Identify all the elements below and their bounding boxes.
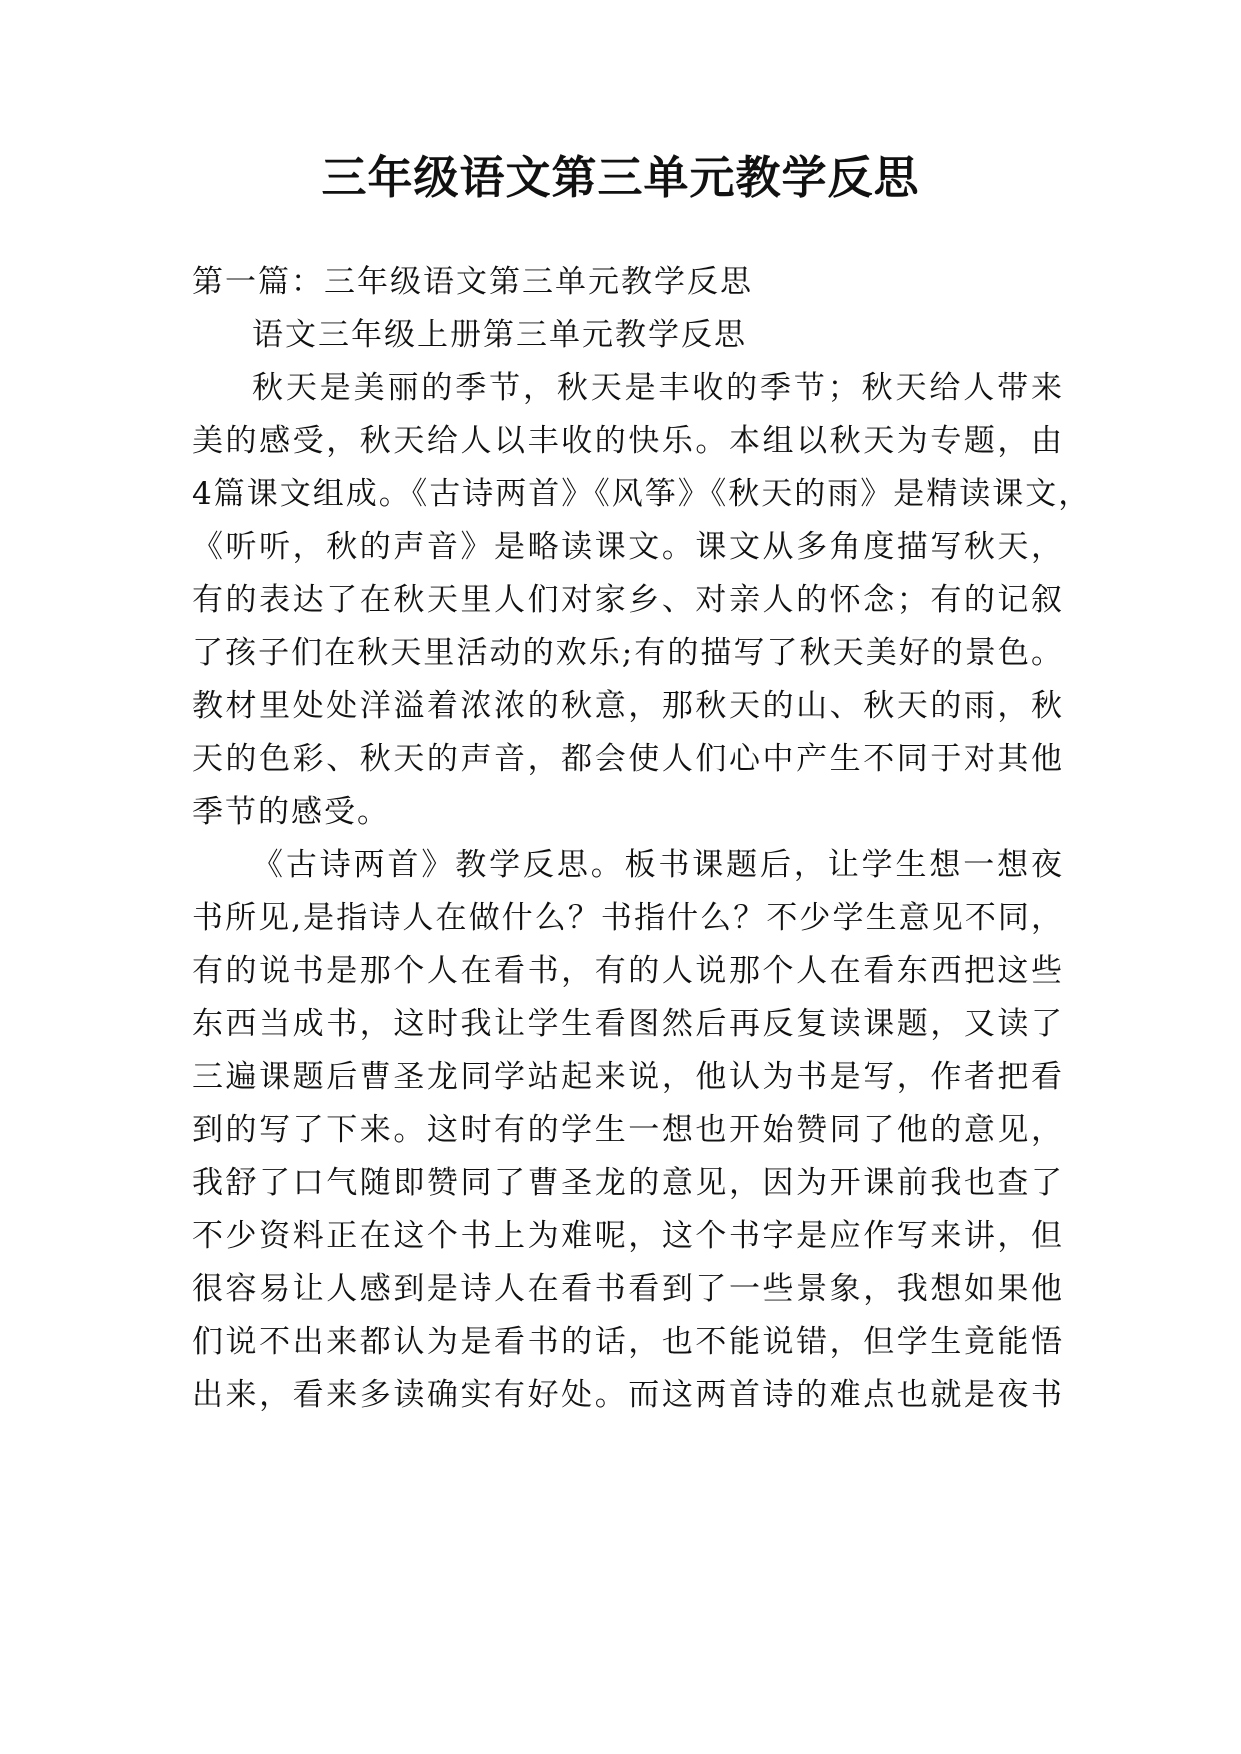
paragraph-line: 很容易让人感到是诗人在看书看到了一些景象，我想如果他	[192, 1271, 1064, 1307]
paragraph-line: 书所见,是指诗人在做什么？书指什么？不少学生意见不同，	[192, 900, 1064, 936]
paragraph-line: 教材里处处洋溢着浓浓的秋意，那秋天的山、秋天的雨，秋	[192, 688, 1064, 724]
paragraph-line: 4篇课文组成。《古诗两首》《风筝》《秋天的雨》是精读课文，	[192, 476, 1092, 512]
paragraph-line: 天的色彩、秋天的声音，都会使人们心中产生不同于对其他	[192, 741, 1064, 777]
paragraph-line: 美的感受，秋天给人以丰收的快乐。本组以秋天为专题，由	[192, 423, 1064, 459]
paragraph-line: 了孩子们在秋天里活动的欢乐;有的描写了秋天美好的景色。	[192, 635, 1064, 671]
paragraph-line: 《听听，秋的声音》是略读课文。课文从多角度描写秋天，	[192, 529, 1064, 565]
paragraph-line: 有的表达了在秋天里人们对家乡、对亲人的怀念；有的记叙	[192, 582, 1064, 618]
paragraph-line: 到的写了下来。这时有的学生一想也开始赞同了他的意见，	[192, 1112, 1064, 1148]
paragraph-line: 秋天是美丽的季节，秋天是丰收的季节；秋天给人带来	[252, 370, 1064, 406]
paragraph-line: 三遍课题后曹圣龙同学站起来说，他认为书是写，作者把看	[192, 1059, 1064, 1095]
paragraph-line: 《古诗两首》教学反思。板书课题后，让学生想一想夜	[252, 847, 1064, 883]
section-heading: 第一篇：三年级语文第三单元教学反思	[192, 264, 753, 300]
paragraph-line: 东西当成书，这时我让学生看图然后再反复读课题，又读了	[192, 1006, 1064, 1042]
paragraph-line: 我舒了口气随即赞同了曹圣龙的意见，因为开课前我也查了	[192, 1165, 1064, 1201]
document-title: 三年级语文第三单元教学反思	[321, 151, 920, 204]
paragraph-line: 不少资料正在这个书上为难呢，这个书字是应作写来讲，但	[192, 1218, 1064, 1254]
paragraph-line: 出来，看来多读确实有好处。而这两首诗的难点也就是夜书	[192, 1377, 1064, 1413]
subtitle-line: 语文三年级上册第三单元教学反思	[252, 317, 747, 353]
paragraph-line: 有的说书是那个人在看书，有的人说那个人在看东西把这些	[192, 953, 1064, 989]
paragraph-line: 们说不出来都认为是看书的话，也不能说错，但学生竟能悟	[192, 1324, 1064, 1360]
paragraph-line: 季节的感受。	[192, 794, 390, 830]
